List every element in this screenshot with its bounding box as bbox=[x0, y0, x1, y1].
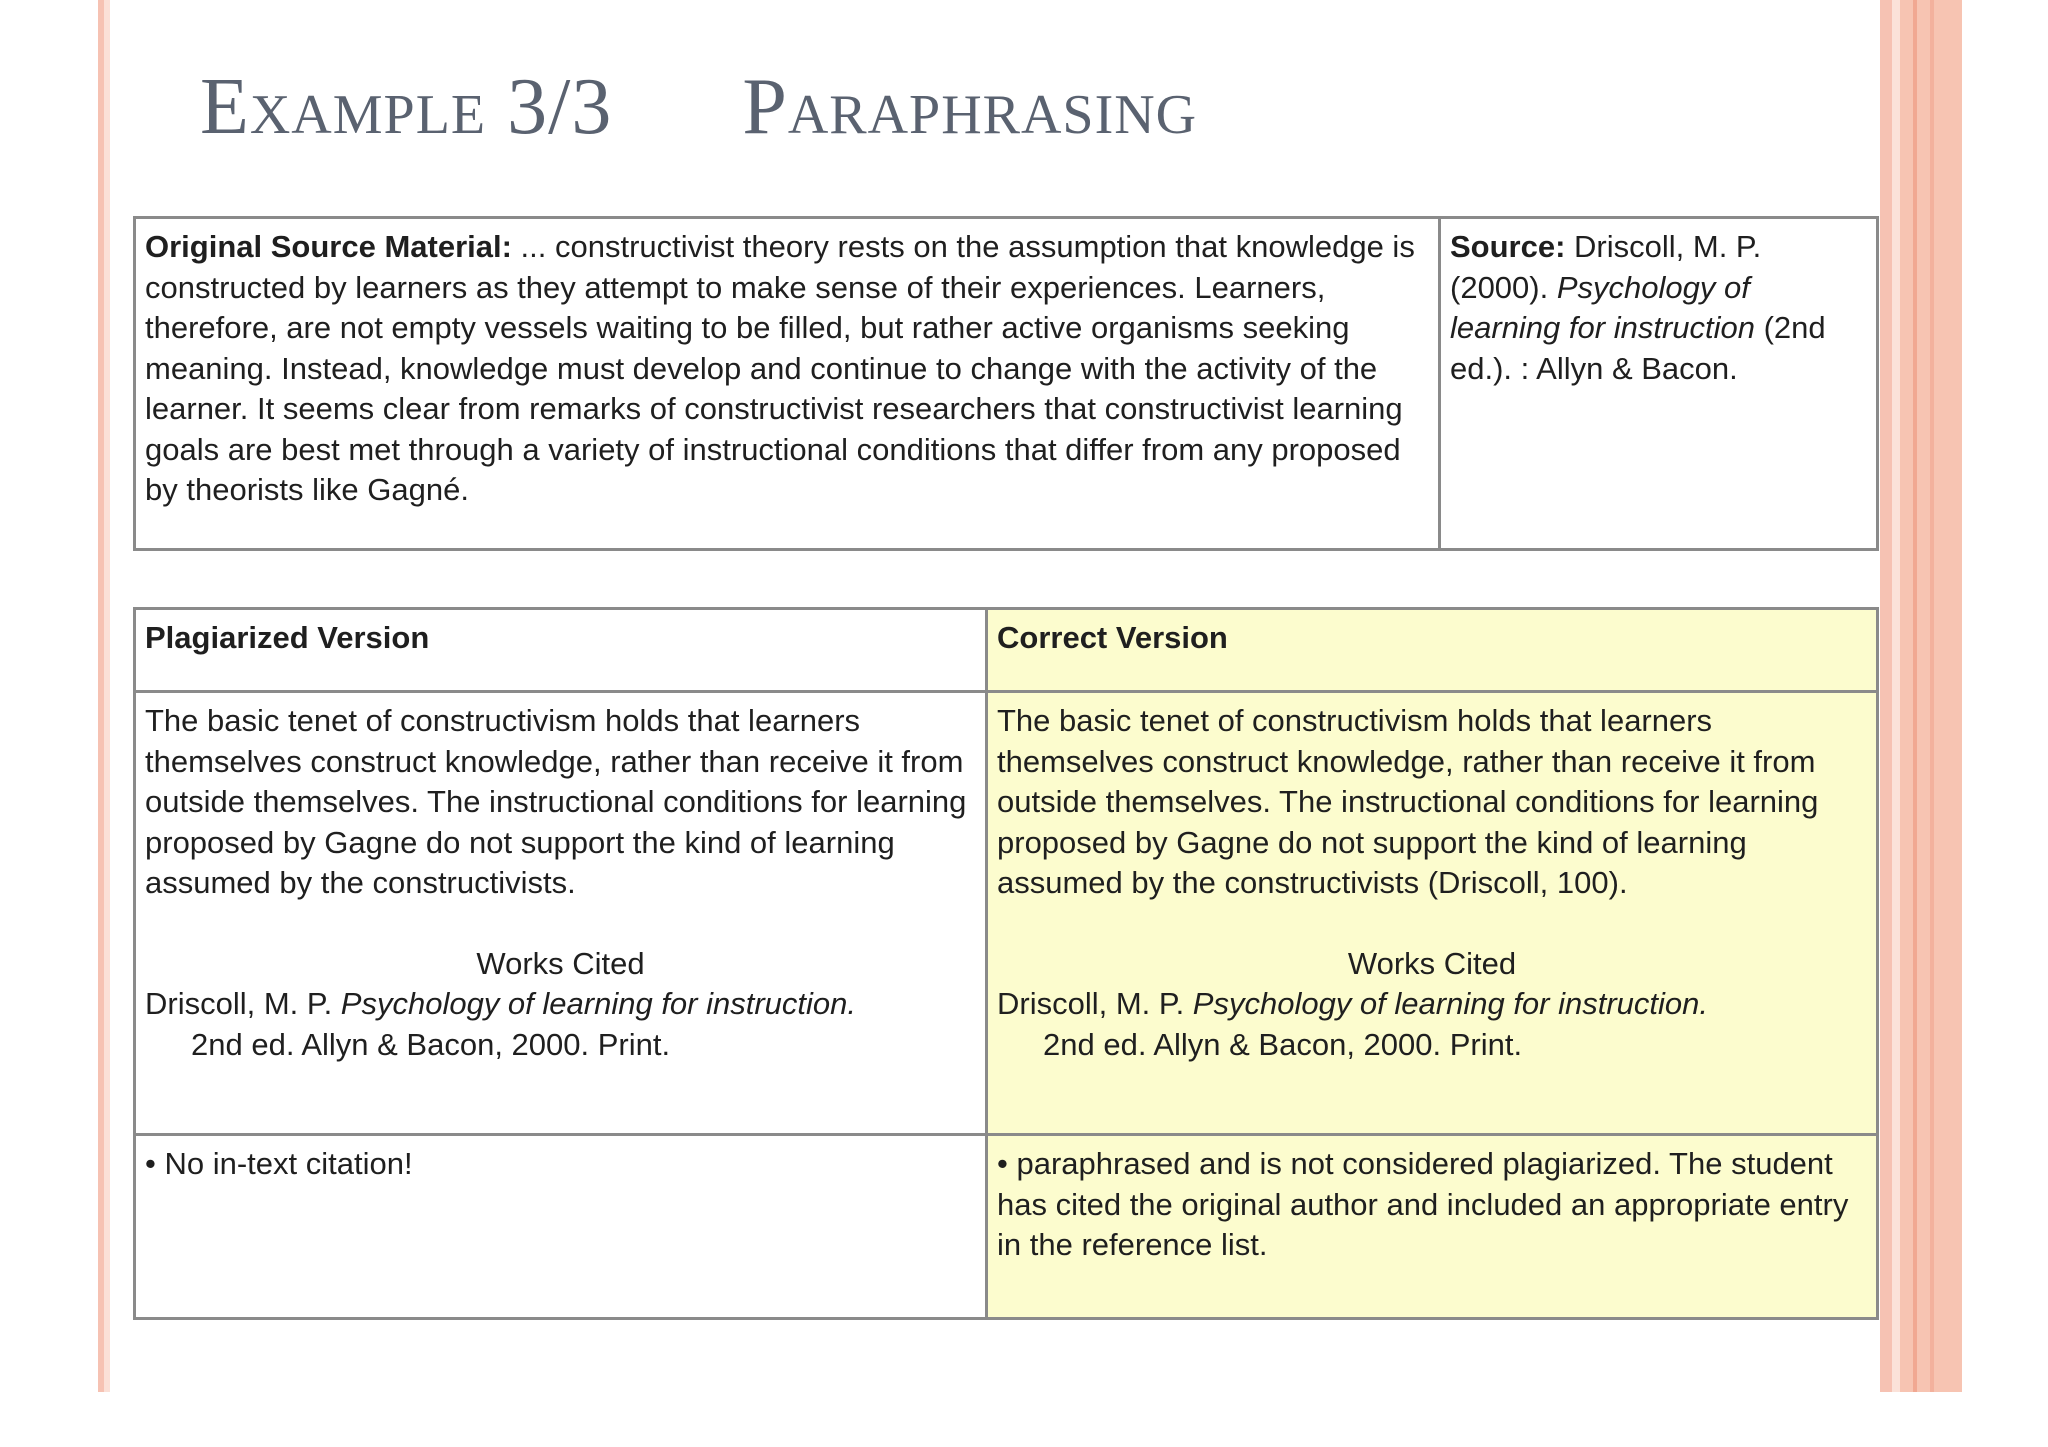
slide-title bbox=[200, 62, 1197, 153]
plagiarized-text: The basic tenet of constructivism holds that learners themselves construct knowledge, rather than receive it from outside themselves. The instructional conditions for learning proposed by Gagne do not support the kind of learning assumed by the constructivists. bbox=[145, 703, 967, 900]
plagiarized-header-text: Plagiarized Version bbox=[145, 620, 430, 655]
comparison-table bbox=[133, 607, 1879, 1320]
citation-book-title: Psychology of learning for instruction. bbox=[340, 986, 857, 1021]
right-decor-stripe-light bbox=[1892, 0, 1900, 1392]
plagiarized-works-cited-entry bbox=[145, 984, 976, 1025]
plagiarized-works-cited-heading: Works Cited bbox=[476, 945, 645, 981]
correct-header-text: Correct Version bbox=[997, 620, 1228, 655]
right-decor-line-1 bbox=[1913, 0, 1917, 1392]
correct-works-cited-entry bbox=[997, 984, 1867, 1025]
correct-citation-detail: 2nd ed. Allyn & Bacon, 2000. Print. bbox=[1043, 1026, 1523, 1062]
plagiarized-note-cell bbox=[135, 1135, 987, 1319]
plagiarized-header bbox=[135, 609, 987, 692]
plagiarized-citation-detail: 2nd ed. Allyn & Bacon, 2000. Print. bbox=[191, 1026, 671, 1062]
left-decor-stripe-light bbox=[104, 0, 110, 1392]
citation-author: Driscoll, M. P. bbox=[145, 986, 341, 1021]
source-table bbox=[133, 216, 1879, 551]
citation-author: Driscoll, M. P. bbox=[997, 986, 1193, 1021]
title-part-paraphrasing: Paraphrasing bbox=[742, 63, 1198, 151]
citation-book-title: Psychology of learning for instruction. bbox=[1192, 986, 1709, 1021]
right-decor-stripe bbox=[1880, 0, 1892, 1392]
correct-note-cell bbox=[987, 1135, 1878, 1319]
original-source-label: Original Source Material: bbox=[145, 229, 512, 264]
plagiarized-note: • No in-text citation! bbox=[145, 1146, 413, 1181]
correct-note: • paraphrased and is not considered plagiarized. The student has cited the original author and included an appropriate entry in the reference list. bbox=[997, 1146, 1849, 1262]
source-citation-cell bbox=[1440, 218, 1878, 550]
correct-header bbox=[987, 609, 1878, 692]
source-publisher: (2nd ed.). : Allyn & Bacon. bbox=[1450, 310, 1826, 386]
right-decor-line-2 bbox=[1930, 0, 1934, 1392]
source-author: Driscoll, M. P. (2000). bbox=[1450, 229, 1762, 305]
plagiarized-body-cell bbox=[135, 692, 987, 1135]
original-source-cell bbox=[135, 218, 1440, 550]
correct-works-cited-heading: Works Cited bbox=[1347, 945, 1517, 981]
correct-body-cell bbox=[987, 692, 1878, 1135]
original-source-text: ... constructivist theory rests on the assumption that knowledge is constructed by learners as they attempt to make sense of their experiences. Learners, therefore, are not empty vessels waiting to be filled, but rather active organisms seeking meaning. Instead, knowledge must develop and continue to change with the activity of the learner. It seems clear from remarks of constructivist researchers that constructivist learning goals are best met through a variety of instructional conditions that differ from any proposed by theorists like Gagné. bbox=[145, 229, 1415, 507]
correct-text: The basic tenet of constructivism holds that learners themselves construct knowledge, rather than receive it from outside themselves. The instructional conditions for learning proposed by Gagne do not support the kind of learning assumed by the constructivists (Driscoll, 100). bbox=[997, 703, 1819, 900]
title-part-example: Example 3/3 bbox=[200, 63, 613, 151]
source-book-title: Psychology of learning for instruction bbox=[1450, 269, 1755, 345]
source-label: Source: bbox=[1450, 229, 1566, 264]
